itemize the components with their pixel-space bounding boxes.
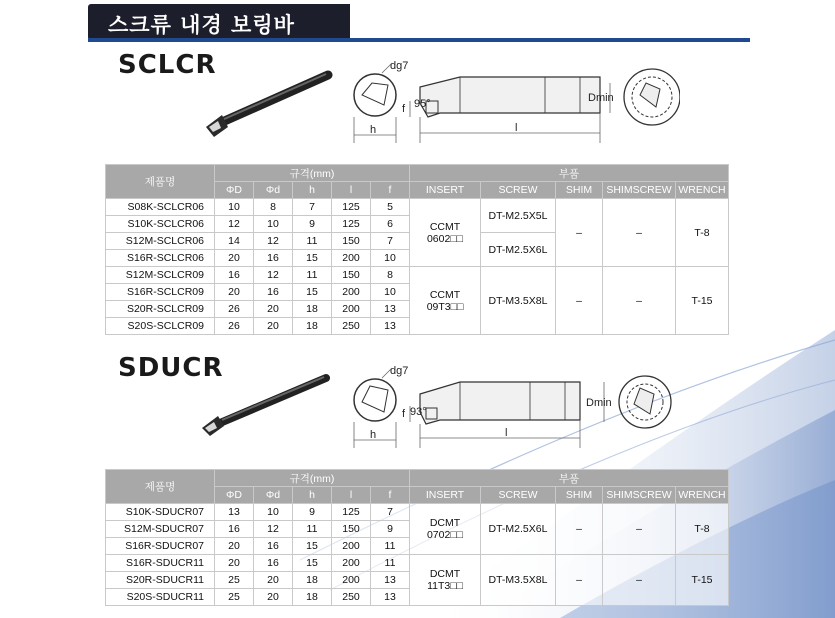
product-name-cell: S08K-SCLCR06 [106,199,215,216]
value-cell: 10 [254,504,293,521]
value-cell: 250 [332,318,371,335]
value-cell: 13 [371,572,410,589]
value-cell: 18 [293,318,332,335]
header-spec: 규격(mm) [215,470,410,487]
h-dimension-label: h [370,429,377,441]
value-cell: 16 [215,521,254,538]
value-cell: 26 [215,318,254,335]
shimscrew-cell: – [603,504,676,555]
insert-line1: DCMT [429,517,461,529]
wrench-cell: T-8 [676,504,729,555]
page-title: 스크류 내경 보링바 [108,13,295,37]
title-underline [88,38,750,42]
dg-dimension-label: dg7 [390,60,409,72]
col-header: ΦD [215,487,254,504]
value-cell: 15 [293,284,332,301]
value-cell: 150 [332,233,371,250]
product-name-cell: S10K-SDUCR07 [106,504,215,521]
value-cell: 250 [332,589,371,606]
product-name-cell: S20R-SDUCR11 [106,572,215,589]
value-cell: 200 [332,572,371,589]
value-cell: 9 [293,216,332,233]
product-name-cell: S16R-SCLCR09 [106,284,215,301]
shimscrew-cell: – [603,199,676,267]
value-cell: 10 [254,216,293,233]
value-cell: 11 [293,521,332,538]
insert-cell [410,267,481,335]
sducr-tool-image [198,368,333,440]
value-cell: 8 [254,199,293,216]
value-cell: 11 [293,267,332,284]
insert-line2: 11T3□□ [427,580,463,592]
col-header: INSERT [410,487,481,504]
table-row [106,199,729,216]
sducr-technical-drawing [340,360,680,455]
screw-cell: DT-M2.5X5L [481,199,556,233]
value-cell: 125 [332,216,371,233]
value-cell: 20 [215,250,254,267]
sclcr-technical-drawing [340,55,680,150]
value-cell: 15 [293,250,332,267]
value-cell: 16 [254,538,293,555]
section-title-sducr: SDUCR [118,353,224,383]
insert-line2: 0702□□ [426,529,464,541]
col-header: f [371,182,410,199]
value-cell: 6 [371,216,410,233]
value-cell: 14 [215,233,254,250]
product-name-cell: S20S-SCLCR09 [106,318,215,335]
value-cell: 20 [254,301,293,318]
value-cell: 20 [215,555,254,572]
wrench-cell: T-15 [676,267,729,335]
insert-line1: CCMT [429,288,461,301]
insert-cell [410,504,481,555]
value-cell: 5 [371,199,410,216]
shimscrew-cell: – [603,555,676,606]
value-cell: 25 [215,572,254,589]
value-cell: 7 [371,233,410,250]
col-header: SHIM [556,182,603,199]
shim-cell: – [556,199,603,267]
value-cell: 125 [332,199,371,216]
value-cell: 200 [332,250,371,267]
value-cell: 200 [332,301,371,318]
value-cell: 125 [332,504,371,521]
screw-cell: DT-M2.5X6L [481,504,556,555]
wrench-cell: T-8 [676,199,729,267]
value-cell: 16 [254,250,293,267]
col-header: f [371,487,410,504]
value-cell: 12 [254,521,293,538]
table-row [106,555,729,572]
value-cell: 13 [371,301,410,318]
col-header: Φd [254,487,293,504]
h-dimension-label: h [370,124,377,136]
shim-cell: – [556,267,603,335]
l-dimension-label: l [505,427,508,439]
value-cell: 200 [332,284,371,301]
insert-line2: 0602□□ [426,232,464,245]
value-cell: 15 [293,538,332,555]
shimscrew-cell: – [603,267,676,335]
value-cell: 9 [371,521,410,538]
value-cell: 13 [371,589,410,606]
col-header: SHIMSCREW [603,487,676,504]
value-cell: 12 [254,267,293,284]
f-dimension-label: f [402,408,406,420]
value-cell: 200 [332,555,371,572]
header-parts: 부품 [410,165,729,182]
value-cell: 20 [254,318,293,335]
product-name-cell: S16R-SDUCR07 [106,538,215,555]
f-dimension-label: f [402,103,406,115]
insert-line1: CCMT [429,220,461,233]
value-cell: 16 [254,284,293,301]
product-name-cell: S12M-SCLCR06 [106,233,215,250]
col-header: SHIMSCREW [603,182,676,199]
header-product-name: 제품명 [106,165,215,199]
value-cell: 10 [371,250,410,267]
header-spec: 규격(mm) [215,165,410,182]
product-name-cell: S16R-SDUCR11 [106,555,215,572]
value-cell: 10 [371,284,410,301]
screw-cell: DT-M3.5X8L [481,555,556,606]
value-cell: 11 [293,233,332,250]
value-cell: 16 [254,555,293,572]
value-cell: 150 [332,521,371,538]
sducr-spec-table [105,469,729,606]
insert-line1: DCMT [429,568,461,580]
shim-cell: – [556,555,603,606]
screw-cell: DT-M3.5X8L [481,267,556,335]
value-cell: 7 [293,199,332,216]
dmin-dimension-label: Dmin [586,397,612,409]
insert-cell [410,555,481,606]
value-cell: 11 [371,538,410,555]
col-header: INSERT [410,182,481,199]
angle-label: 93° [410,406,427,418]
col-header: WRENCH [676,182,729,199]
header-product-name: 제품명 [106,470,215,504]
angle-label: 95° [414,98,431,110]
wrench-cell: T-15 [676,555,729,606]
col-header: l [332,487,371,504]
product-name-cell: S20S-SDUCR11 [106,589,215,606]
sclcr-tool-image [200,65,335,140]
col-header: WRENCH [676,487,729,504]
dmin-dimension-label: Dmin [588,92,614,104]
header-parts: 부품 [410,470,729,487]
insert-line2: 09T3□□ [426,300,464,313]
value-cell: 12 [215,216,254,233]
product-name-cell: S16R-SCLCR06 [106,250,215,267]
col-header: Φd [254,182,293,199]
value-cell: 10 [215,199,254,216]
value-cell: 20 [215,284,254,301]
value-cell: 16 [215,267,254,284]
value-cell: 150 [332,267,371,284]
product-name-cell: S12M-SDUCR07 [106,521,215,538]
col-header: SCREW [481,487,556,504]
page-title-bar [88,4,750,40]
col-header: SHIM [556,487,603,504]
value-cell: 25 [215,589,254,606]
table-row [106,504,729,521]
value-cell: 18 [293,301,332,318]
table-row [106,267,729,284]
value-cell: 13 [371,318,410,335]
value-cell: 200 [332,538,371,555]
product-name-cell: S20R-SCLCR09 [106,301,215,318]
value-cell: 12 [254,233,293,250]
screw-cell: DT-M2.5X6L [481,233,556,267]
col-header: SCREW [481,182,556,199]
value-cell: 18 [293,572,332,589]
value-cell: 26 [215,301,254,318]
col-header: l [332,182,371,199]
product-name-cell: S12M-SCLCR09 [106,267,215,284]
shim-cell: – [556,504,603,555]
value-cell: 18 [293,589,332,606]
l-dimension-label: l [515,122,518,134]
section-title-sclcr: SCLCR [118,50,217,80]
value-cell: 15 [293,555,332,572]
value-cell: 20 [254,589,293,606]
col-header: h [293,487,332,504]
value-cell: 20 [254,572,293,589]
value-cell: 13 [215,504,254,521]
value-cell: 9 [293,504,332,521]
value-cell: 7 [371,504,410,521]
value-cell: 20 [215,538,254,555]
col-header: h [293,182,332,199]
dg-dimension-label: dg7 [390,365,409,377]
col-header: ΦD [215,182,254,199]
product-name-cell: S10K-SCLCR06 [106,216,215,233]
sclcr-spec-table [105,164,729,335]
value-cell: 8 [371,267,410,284]
insert-cell [410,199,481,267]
value-cell: 11 [371,555,410,572]
